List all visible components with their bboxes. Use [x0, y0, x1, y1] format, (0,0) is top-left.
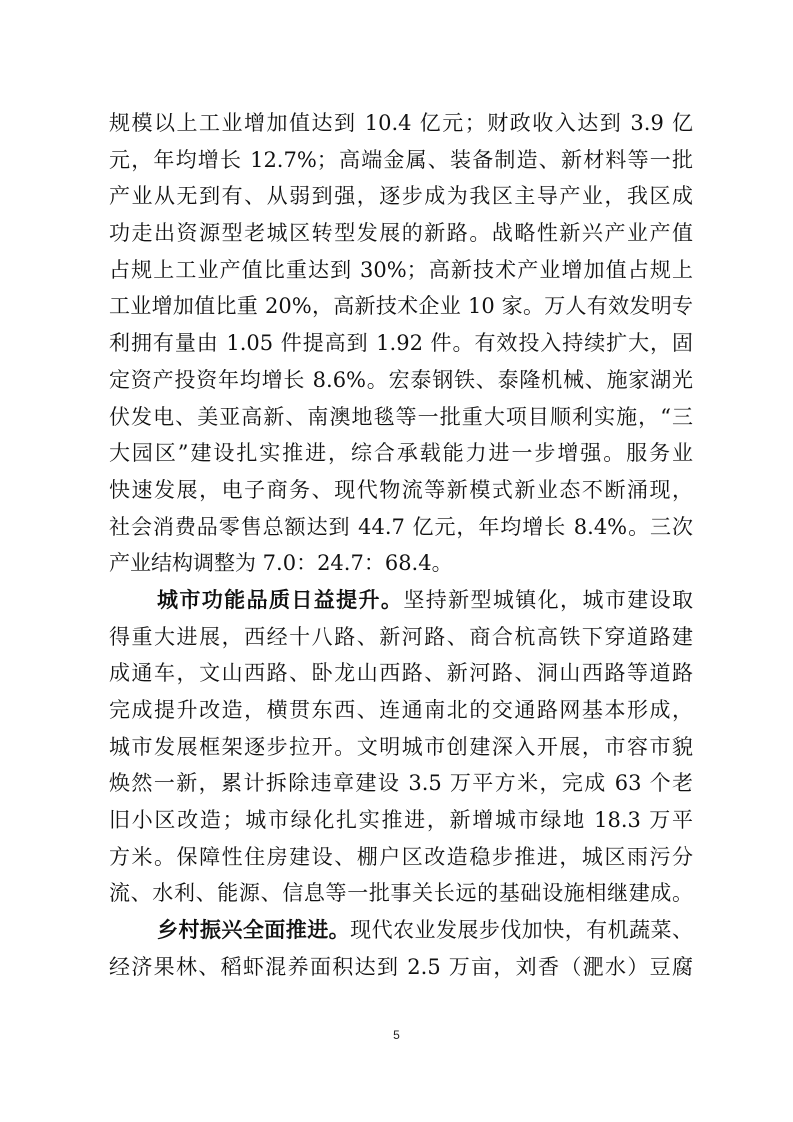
text-line: 流、水利、能源、信息等一批事关长远的基础设施相继建成。: [109, 881, 693, 906]
text-line: 快速发展，电子商务、现代物流等新模式新业态不断涌现，: [109, 477, 693, 502]
page-number: 5: [393, 1028, 400, 1042]
text-line: 方米。保障性住房建设、棚户区改造稳步推进，城区雨污分: [109, 844, 693, 869]
text-line: 社会消费品零售总额达到 44.7 亿元，年均增长 8.4%。三次: [109, 514, 693, 539]
text-line: 工业增加值比重 20%，高新技术企业 10 家。万人有效发明专: [109, 294, 693, 319]
text-line: 利拥有量由 1.05 件提高到 1.92 件。有效投入持续扩大，固: [109, 331, 693, 356]
text-line: 占规上工业产值比重达到 30%；高新技术产业增加值占规上: [109, 257, 693, 282]
text-line: 城市发展框架逐步拉开。文明城市创建深入开展，市容市貌: [109, 734, 693, 759]
text-line: 经济果林、稻虾混养面积达到 2.5 万亩，刘香（淝水）豆腐: [109, 954, 693, 979]
text-line: 伏发电、美亚高新、南澳地毯等一批重大项目顺利实施，“三: [109, 404, 693, 429]
text-line: 完成提升改造，横贯东西、连通南北的交通路网基本形成，: [109, 698, 693, 722]
text-line: 规模以上工业增加值达到 10.4 亿元；财政收入达到 3.9 亿: [109, 111, 693, 135]
text-span: 坚持新型城镇化，城市建设取: [403, 587, 694, 612]
text-line: 定资产投资年均增长 8.6%。宏泰钢铁、泰隆机械、施家湖光: [109, 367, 693, 392]
text-line: 大园区”建设扎实推进，综合承载能力进一步增强。服务业: [109, 441, 693, 466]
text-line: 旧小区改造；城市绿化扎实推进，新增城市绿地 18.3 万平: [109, 808, 693, 833]
text-line: 焕然一新，累计拆除违章建设 3.5 万平方米，完成 63 个老: [109, 771, 693, 796]
section-heading-urban: 城市功能品质日益提升。: [157, 586, 404, 612]
text-span: 现代农业发展步伐加快，有机蔬菜、: [350, 918, 693, 943]
text-line: 产业结构调整为 7.0：24.7：68.4。: [109, 551, 453, 576]
body-text: [109, 105, 693, 986]
text-line: 得重大进展，西经十八路、新河路、商合杭高铁下穿道路建: [109, 624, 693, 649]
text-line: 产业从无到有、从弱到强，逐步成为我区主导产业，我区成: [109, 184, 693, 209]
text-line: 成通车，文山西路、卧龙山西路、新河路、洞山西路等道路: [109, 661, 693, 686]
paragraph-start-line: [109, 582, 693, 619]
text-line: 元，年均增长 12.7%；高端金属、装备制造、新材料等一批: [109, 147, 693, 172]
text-line: 功走出资源型老城区转型发展的新路。战略性新兴产业产值: [109, 221, 693, 246]
section-heading-rural: 乡村振兴全面推进。: [157, 917, 351, 943]
paragraph-start-line: [109, 912, 693, 949]
